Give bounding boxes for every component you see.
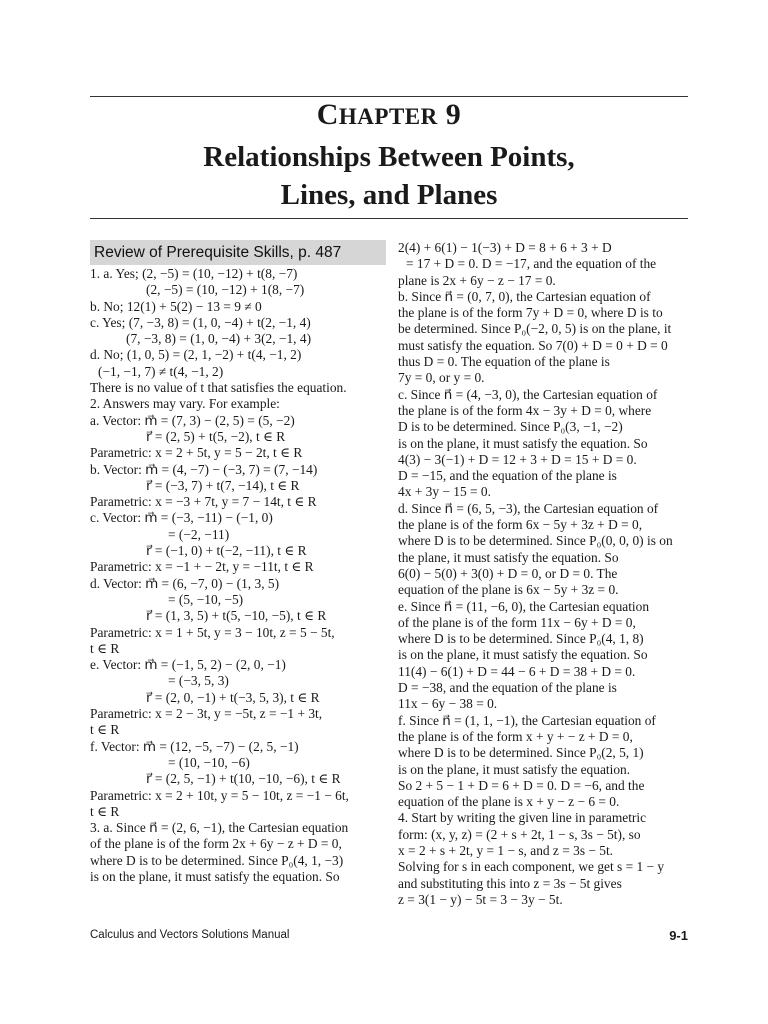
footer-page-number: 9-1 [669,928,688,943]
text-line: of the plane is of the form 11x − 6y + D = 0, [398,614,636,630]
text-line: the plane is of the form 6x − 5y + 3z + D = 0, [398,517,643,533]
text-line: = (5, −10, −5) [168,591,244,607]
text-line: 3. a. Since n⃗ = (2, 6, −1), the Cartesian equation [90,820,349,836]
text-line: b. No; 12(1) + 5(2) − 13 = 9 ≠ 0 [90,298,262,314]
chapter-title-line2: Lines, and Planes [280,179,498,211]
text-line: Parametric: x = 2 + 5t, y = 5 − 2t, t ∈ R [90,445,303,461]
text-line: c. Since n⃗ = (4, −3, 0), the Cartesian equation of [398,386,658,402]
text-line: = 17 + D = 0. D = −17, and the equation of the [406,256,657,272]
text-line: 4. Start by writing the given line in parametric [398,810,647,826]
text-line: the plane is of the form 7y + D = 0, where D is to [398,305,663,321]
text-line: a. Vector: m⃗ = (7, 3) − (2, 5) = (5, −2) [90,412,295,428]
text-line: 11(4) − 6(1) + D = 44 − 6 + D = 38 + D = 0. [398,663,636,679]
text-line: of the plane is of the form 2x + 6y − z + D = 0, [90,836,342,852]
top-rule [90,96,688,97]
text-line: d. Vector: m⃗ = (6, −7, 0) − (1, 3, 5) [90,575,280,591]
text-line: r⃗ = (−1, 0) + t(−2, −11), t ∈ R [146,543,307,559]
text-line: b. Since n⃗ = (0, 7, 0), the Cartesian equation of [398,288,651,304]
text-line: d. No; (1, 0, 5) = (2, 1, −2) + t(4, −1, 2) [90,347,302,363]
text-line: Solving for s in each component, we get s = 1 − y [398,859,665,875]
text-line: is on the plane, it must satisfy the equation. So [398,435,648,451]
text-line: f. Vector: m⃗ = (12, −5, −7) − (2, 5, −1) [90,738,299,754]
text-line: Parametric: x = −3 + 7t, y = 7 − 14t, t ∈ R [90,494,317,510]
text-line: d. Since n⃗ = (6, 5, −3), the Cartesian equation of [398,500,659,516]
text-line: (−1, −1, 7) ≠ t(4, −1, 2) [98,363,224,379]
text-line: 4x + 3y − 15 = 0. [398,484,491,500]
text-line: f. Since n⃗ = (1, 1, −1), the Cartesian equation of [398,712,656,728]
text-line: the plane is of the form 4x − 3y + D = 0, where [398,402,652,418]
text-line: = (−3, 5, 3) [168,673,229,689]
text-line: b. Vector: m⃗ = (4, −7) − (−3, 7) = (7, −14) [90,461,318,477]
text-line: t ∈ R [90,722,120,738]
text-line: 1. a. Yes; (2, −5) = (10, −12) + t(8, −7) [90,266,298,281]
text-line: e. Vector: m⃗ = (−1, 5, 2) − (2, 0, −1) [90,657,286,673]
text-line: where D is to be determined. Since P₀(0, 0, 0) is on [398,533,673,549]
text-line: So 2 + 5 − 1 + D = 6 + D = 0. D = −6, and the [398,777,645,793]
left-column [90,240,386,885]
text-line: D = −38, and the equation of the plane is [398,680,617,696]
text-line: = (10, −10, −6) [168,754,250,770]
text-line: is on the plane, it must satisfy the equation. So [90,868,340,884]
text-line: c. Yes; (7, −3, 8) = (1, 0, −4) + t(2, −1, 4) [90,314,311,330]
text-line: r⃗ = (−3, 7) + t(7, −14), t ∈ R [146,477,300,493]
chapter-title-line1: Relationships Between Points, [203,141,575,173]
text-line: t ∈ R [90,803,120,819]
text-line: where D is to be determined. Since P₀(2, 5, 1) [398,745,644,761]
section-heading: Review of Prerequisite Skills, p. 487 [90,240,386,265]
text-line: 7y = 0, or y = 0. [398,370,485,386]
text-line: be determined. Since P₀(−2, 0, 5) is on the plane, it [398,321,672,337]
text-line: 2. Answers may vary. For example: [90,396,280,412]
footer-book-title: Calculus and Vectors Solutions Manual [90,929,290,941]
text-line: r⃗ = (2, 5) + t(5, −2), t ∈ R [146,428,286,444]
text-line: 2(4) + 6(1) − 1(−3) + D = 8 + 6 + 3 + D [398,240,612,255]
text-line: r⃗ = (2, 5, −1) + t(10, −10, −6), t ∈ R [146,771,341,787]
text-line: D = −15, and the equation of the plane is [398,468,617,484]
text-line: 4(3) − 3(−1) + D = 12 + 3 + D = 15 + D = 0. [398,451,637,467]
text-line: is on the plane, it must satisfy the equation. [398,761,631,777]
chapter-title [90,138,688,214]
text-line: equation of the plane is 6x − 5y + 3z = 0. [398,582,619,598]
right-column [398,240,690,908]
text-line: 6(0) − 5(0) + 3(0) + D = 0, or D = 0. The [398,565,618,581]
chapter-number: 9 [445,98,462,131]
text-line: Parametric: x = −1 + − 2t, y = −11t, t ∈ R [90,559,314,575]
text-line: the plane is of the form x + y + − z + D = 0, [398,728,633,744]
text-line: 11x − 6y − 38 = 0. [398,696,498,712]
text-line: Parametric: x = 2 − 3t, y = −5t, z = −1 + 3t, [90,706,323,722]
text-line: r⃗ = (1, 3, 5) + t(5, −10, −5), t ∈ R [146,608,327,624]
text-line: plane is 2x + 6y − z − 17 = 0. [398,272,556,288]
text-line: form: (x, y, z) = (2 + s + 2t, 1 − s, 3s − 5t), so [398,826,641,842]
title-bottom-rule [90,218,688,219]
text-line: Parametric: x = 1 + 5t, y = 3 − 10t, z = 5 − 5t, [90,624,335,640]
text-line: (7, −3, 8) = (1, 0, −4) + 3(2, −1, 4) [126,331,312,347]
text-line: t ∈ R [90,640,120,656]
text-line: must satisfy the equation. So 7(0) + D = 0 + D = 0 [398,337,668,353]
text-line: and substituting this into z = 3s − 5t gives [398,875,622,891]
text-line: equation of the plane is x + y − z − 6 = 0. [398,794,620,810]
text-line: where D is to be determined. Since P₀(4, 1, −3) [90,852,344,868]
text-line: z = 3(1 − y) − 5t = 3 − 3y − 5t. [398,891,563,907]
text-line: where D is to be determined. Since P₀(4, 1, 8) [398,631,644,647]
text-line: c. Vector: m⃗ = (−3, −11) − (−1, 0) [90,510,273,526]
chapter-prefix: C [316,98,339,131]
text-line: the plane, it must satisfy the equation. So [398,549,619,565]
text-line: x = 2 + s + 2t, y = 1 − s, and z = 3s − 5t. [398,842,614,858]
text-line: There is no value of t that satisfies the equation. [90,380,347,396]
text-line: is on the plane, it must satisfy the equation. So [398,647,648,663]
chapter-word: HAPTER [338,104,438,129]
text-line: thus D = 0. The equation of the plane is [398,354,610,370]
chapter-label [90,98,688,132]
text-line: (2, −5) = (10, −12) + 1(8, −7) [146,282,305,298]
text-line: D is to be determined. Since P₀(3, −1, −2) [398,419,623,435]
text-line: e. Since n⃗ = (11, −6, 0), the Cartesian equation [398,598,650,614]
text-line: r⃗ = (2, 0, −1) + t(−3, 5, 3), t ∈ R [146,689,320,705]
text-line: Parametric: x = 2 + 10t, y = 5 − 10t, z = −1 − 6t, [90,787,349,803]
text-line: = (−2, −11) [168,526,230,542]
